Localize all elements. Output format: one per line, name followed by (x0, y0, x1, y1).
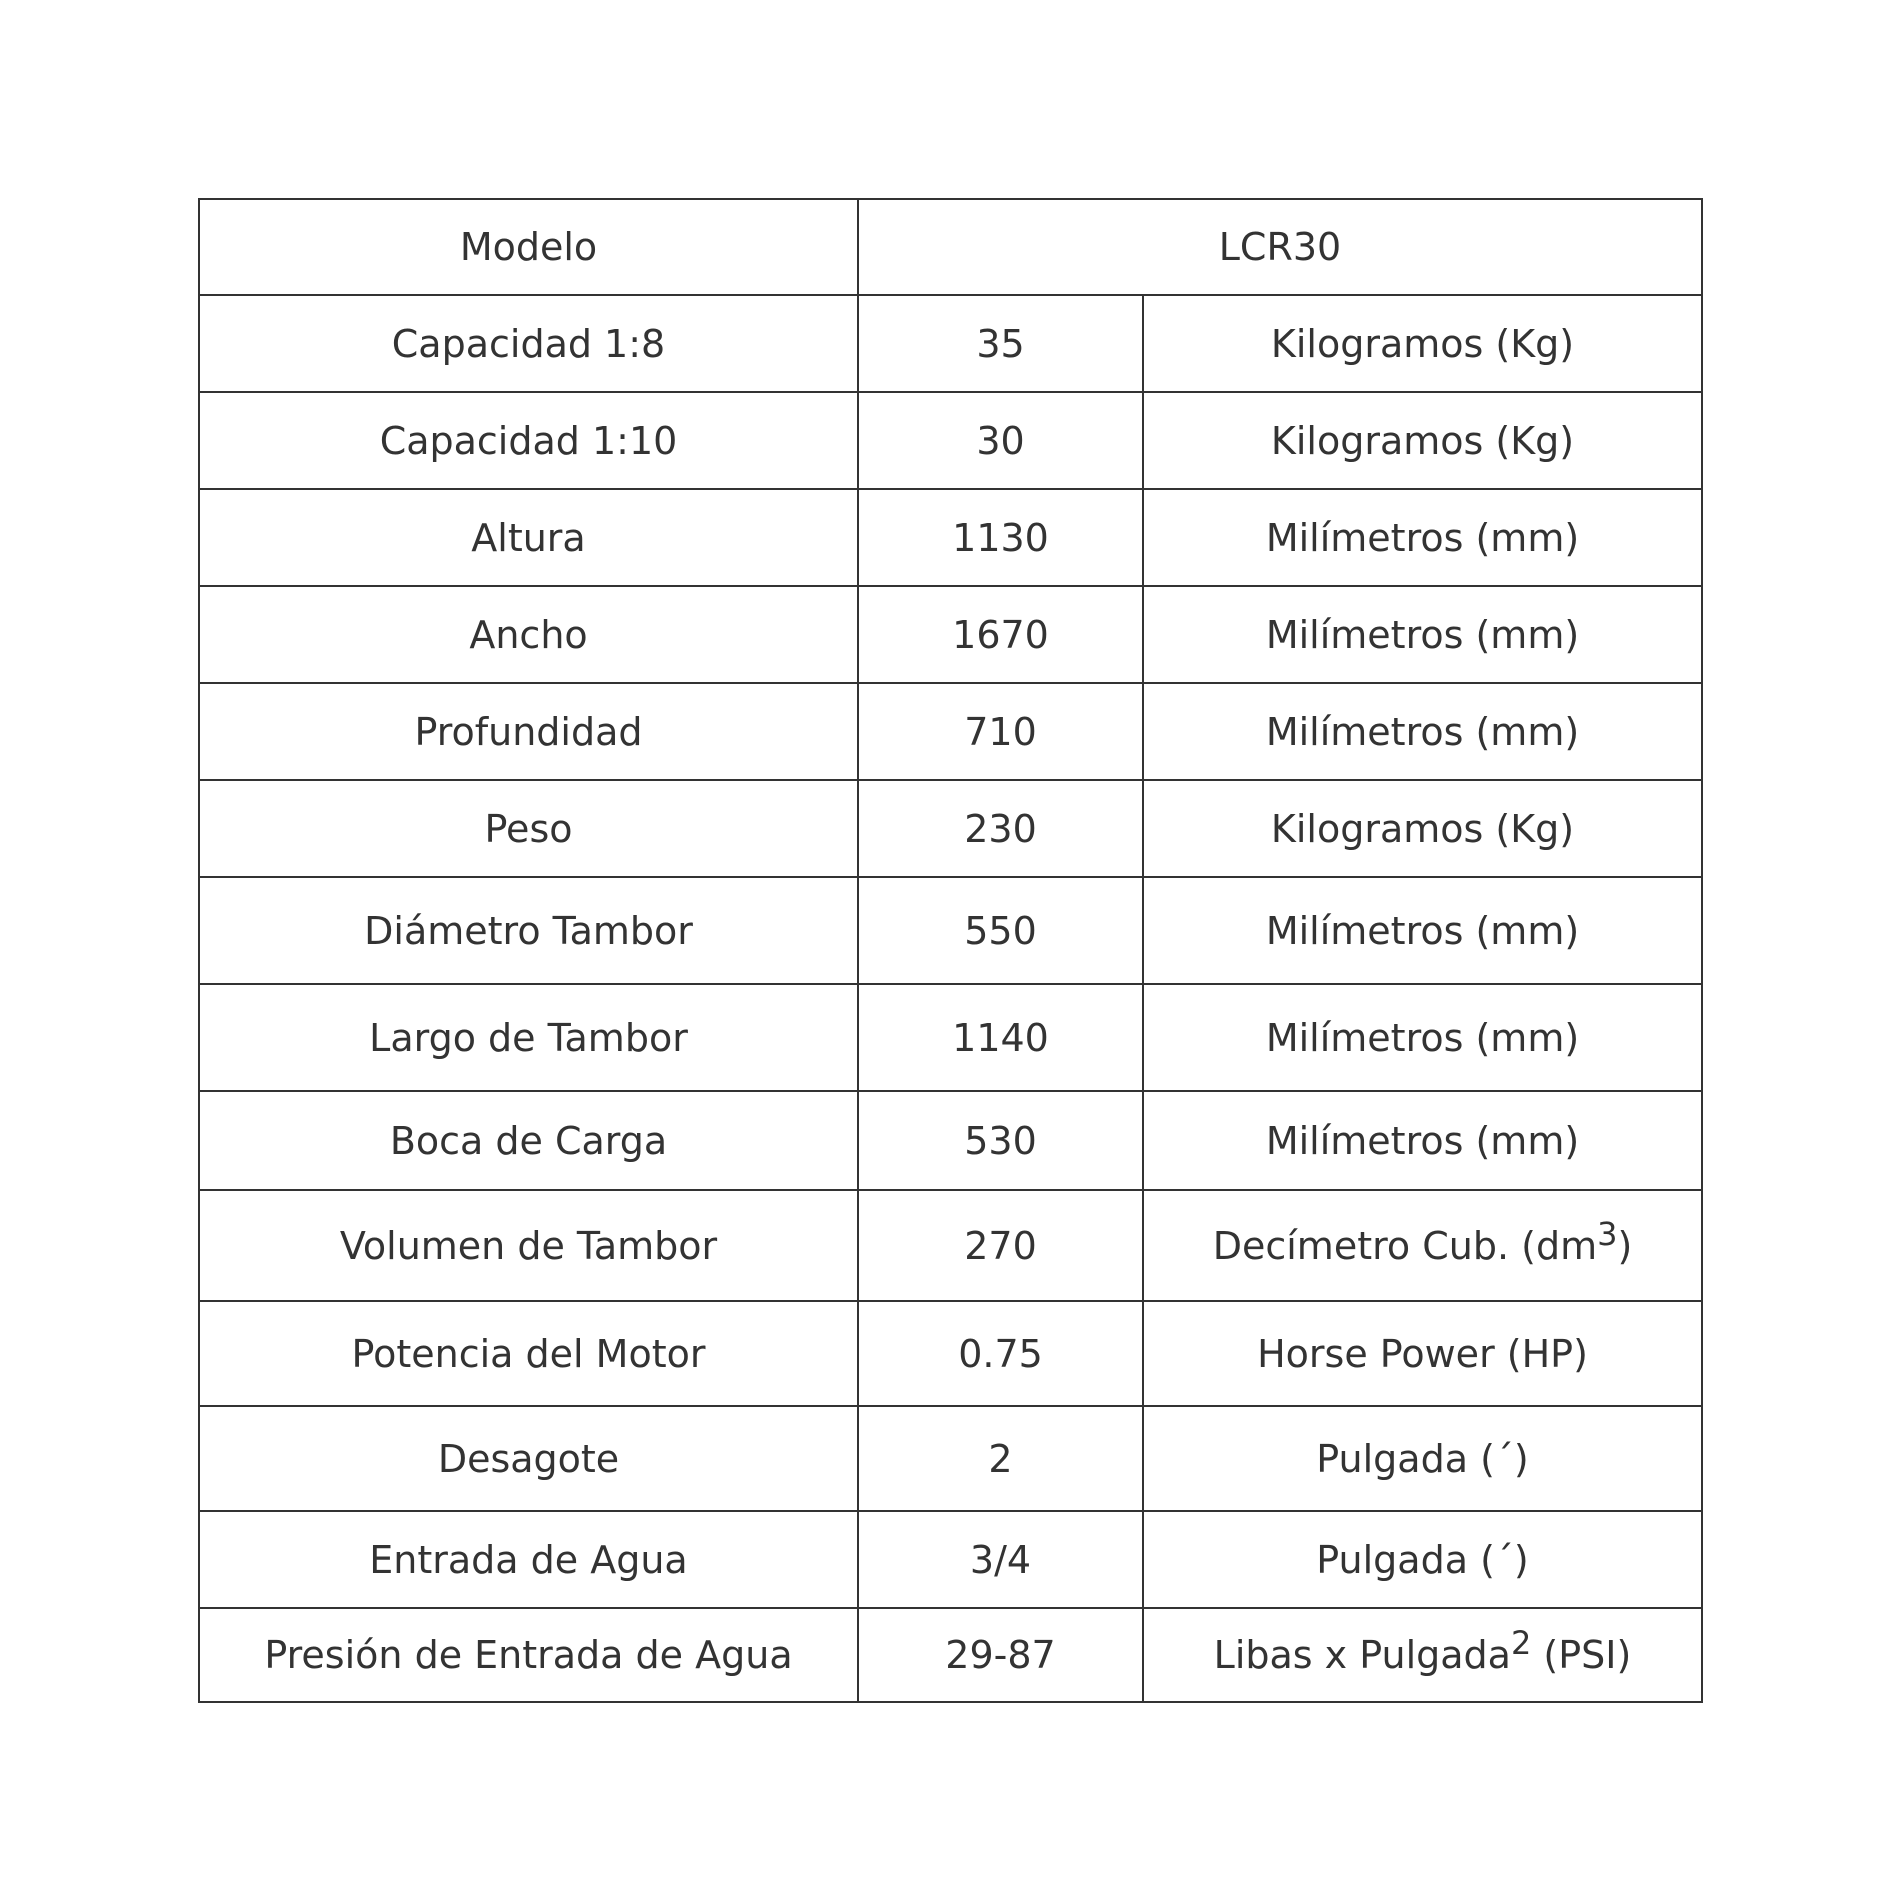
spec-table (198, 198, 1703, 1703)
spec-value: 35 (858, 295, 1143, 392)
spec-name: Boca de Carga (199, 1091, 858, 1190)
table-row (199, 1301, 1702, 1406)
spec-unit: Kilogramos (Kg) (1143, 780, 1702, 877)
spec-value: 1140 (858, 984, 1143, 1091)
spec-value: 30 (858, 392, 1143, 489)
table-row (199, 392, 1702, 489)
table-row (199, 295, 1702, 392)
spec-name: Peso (199, 780, 858, 877)
table-row (199, 877, 1702, 984)
spec-unit: Pulgada (´) (1143, 1511, 1702, 1608)
spec-unit: Milímetros (mm) (1143, 1091, 1702, 1190)
spec-unit: Kilogramos (Kg) (1143, 295, 1702, 392)
spec-unit: Milímetros (mm) (1143, 489, 1702, 586)
spec-name: Largo de Tambor (199, 984, 858, 1091)
spec-value: 2 (858, 1406, 1143, 1511)
spec-value: 710 (858, 683, 1143, 780)
model-name: LCR30 (858, 199, 1702, 295)
spec-value: 3/4 (858, 1511, 1143, 1608)
spec-name: Ancho (199, 586, 858, 683)
spec-unit: Milímetros (mm) (1143, 586, 1702, 683)
table-row (199, 1190, 1702, 1301)
spec-unit: Horse Power (HP) (1143, 1301, 1702, 1406)
spec-unit: Milímetros (mm) (1143, 877, 1702, 984)
spec-value: 1130 (858, 489, 1143, 586)
spec-value: 0.75 (858, 1301, 1143, 1406)
spec-unit: Pulgada (´) (1143, 1406, 1702, 1511)
table-row (199, 683, 1702, 780)
spec-name: Volumen de Tambor (199, 1190, 858, 1301)
spec-value: 230 (858, 780, 1143, 877)
table-row (199, 1608, 1702, 1702)
table-row (199, 1091, 1702, 1190)
spec-value: 1670 (858, 586, 1143, 683)
spec-unit: Kilogramos (Kg) (1143, 392, 1702, 489)
spec-value: 270 (858, 1190, 1143, 1301)
table-row (199, 1406, 1702, 1511)
table-row (199, 489, 1702, 586)
spec-name: Presión de Entrada de Agua (199, 1608, 858, 1702)
spec-name: Profundidad (199, 683, 858, 780)
spec-value: 29-87 (858, 1608, 1143, 1702)
spec-name: Capacidad 1:8 (199, 295, 858, 392)
spec-name: Diámetro Tambor (199, 877, 858, 984)
spec-unit: Decímetro Cub. $(dm^3)$ (1143, 1190, 1702, 1301)
table-row (199, 586, 1702, 683)
header-label: Modelo (199, 199, 858, 295)
spec-value: 550 (858, 877, 1143, 984)
spec-name: Capacidad 1:10 (199, 392, 858, 489)
spec-unit: Milímetros (mm) (1143, 984, 1702, 1091)
spec-name: Altura (199, 489, 858, 586)
spec-unit: Libas x Pulgada$^2$ (PSI) (1143, 1608, 1702, 1702)
spec-name: Entrada de Agua (199, 1511, 858, 1608)
table-row (199, 1511, 1702, 1608)
table-row (199, 984, 1702, 1091)
table-row (199, 780, 1702, 877)
spec-value: 530 (858, 1091, 1143, 1190)
spec-name: Desagote (199, 1406, 858, 1511)
header-row (199, 199, 1702, 295)
spec-name: Potencia del Motor (199, 1301, 858, 1406)
spec-unit: Milímetros (mm) (1143, 683, 1702, 780)
